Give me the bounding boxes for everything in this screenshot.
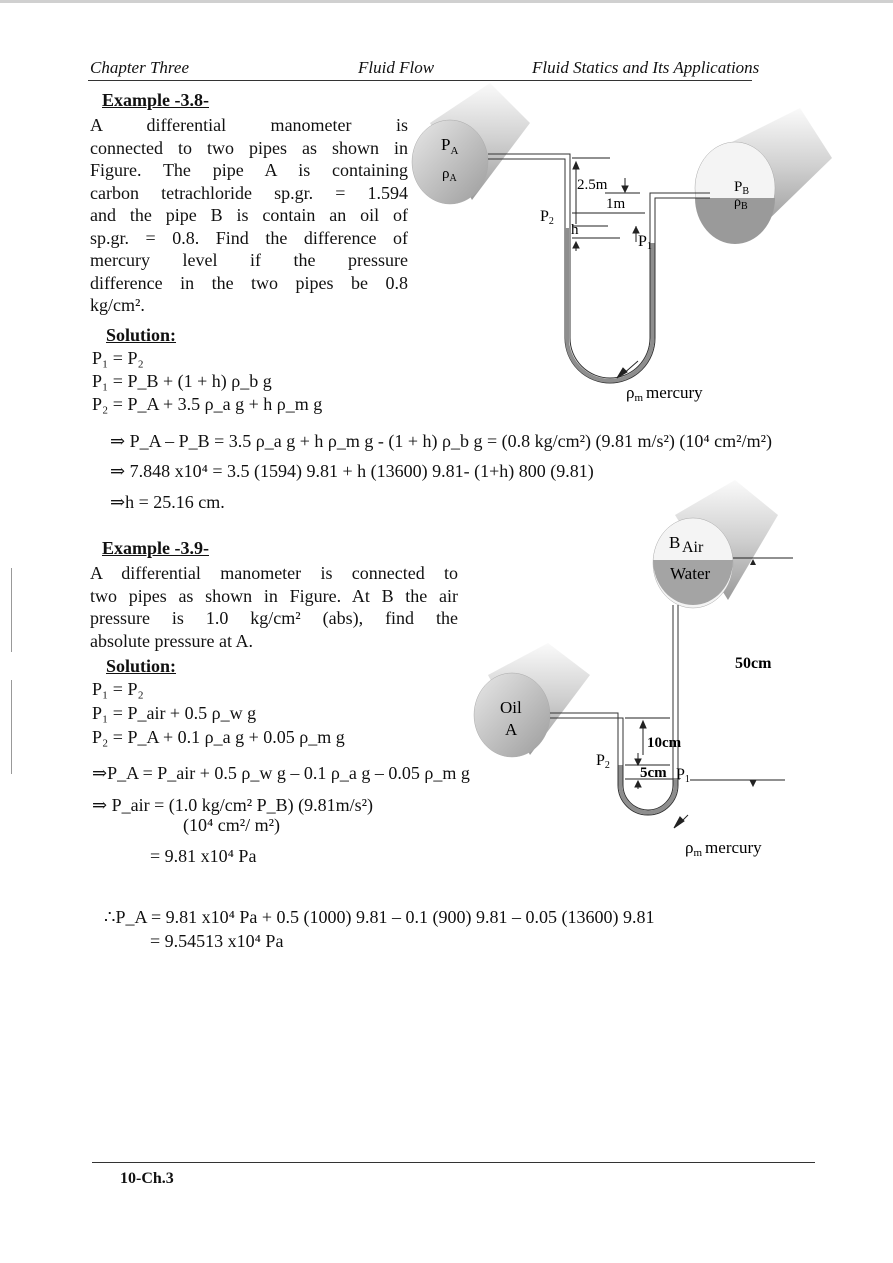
margin-mark xyxy=(11,680,12,774)
pipe-a-cylinder xyxy=(474,643,590,757)
header-topic: Fluid Statics and Its Applications xyxy=(532,58,760,77)
problem-line: absolute pressure at A. xyxy=(90,630,253,651)
solution-step: P₁ = P₂ xyxy=(92,679,144,699)
figure-3-8-manometer xyxy=(400,78,840,408)
dimension-5cm: 5cm xyxy=(640,765,667,781)
page-number: 10-Ch.3 xyxy=(120,1170,174,1187)
problem-line: difference in the two pipes be 0.8 xyxy=(90,272,408,293)
problem-line: A differential manometer is xyxy=(90,115,408,135)
pipe-b-pressure-label: $P_B$ xyxy=(734,179,750,197)
solution-step: (10⁴ cm²/ m²) xyxy=(183,815,281,835)
pipe-a-pressure-label: $P_A$ xyxy=(441,135,459,157)
water-label: Water xyxy=(670,564,711,583)
solution-step: P₁ = P_air + 0.5 ρ_w g xyxy=(92,703,257,723)
mercury-label: ρm mercury xyxy=(685,838,762,859)
problem-line: A differential manometer is connected to xyxy=(90,563,458,583)
problem-line: and the pipe B is contain an oil of xyxy=(90,205,408,225)
example-3-8-solution-label: Solution: xyxy=(106,325,177,345)
solution-step: P₁ = P_B + (1 + h) ρ_b g xyxy=(92,371,272,391)
mercury-label: ρm mercury xyxy=(626,383,703,404)
solution-step: = 9.81 x10⁴ Pa xyxy=(150,846,257,866)
point-a-label: A xyxy=(505,720,518,739)
problem-line: carbon tetrachloride sp.gr. = 1.594 xyxy=(90,182,408,203)
example-3-8-title: Example -3.8- xyxy=(102,90,209,110)
pipe-b-density-label: $\rho_B$ xyxy=(734,195,748,212)
solution-step: P₁ = P₂ xyxy=(92,348,144,368)
margin-mark xyxy=(11,568,12,652)
example-3-8-problem xyxy=(90,114,408,317)
oil-label: Oil xyxy=(500,698,522,717)
solution-step: P₂ = P_A + 0.1 ρ_a g + 0.05 ρ_m g xyxy=(92,727,345,747)
solution-step: ⇒ 7.848 x10⁴ = 3.5 (1594) 9.81 + h (13600) 9.81- (1+h) 800 (9.81) xyxy=(110,461,594,481)
example-3-9-solution-label: Solution: xyxy=(106,656,177,676)
problem-line: connected to two pipes as shown in xyxy=(90,137,408,158)
point-p2-label: P2 xyxy=(596,752,610,771)
dimension-1m: 1m xyxy=(606,196,626,212)
solution-step: ⇒P_A = P_air + 0.5 ρ_w g – 0.1 ρ_a g – 0.05 ρ_m g xyxy=(92,763,470,783)
air-label: Air xyxy=(682,539,704,556)
problem-line: pressure is 1.0 kg/cm² (abs), find the xyxy=(90,608,458,628)
point-p1-label: P1 xyxy=(676,766,690,785)
final-answer: ∴P_A = 9.81 x10⁴ Pa + 0.5 (1000) 9.81 – 0.1 (900) 9.81 – 0.05 (13600) 9.81 xyxy=(104,907,655,927)
final-answer: = 9.54513 x10⁴ Pa xyxy=(150,931,284,951)
problem-line: Figure. The pipe A is containing xyxy=(90,160,408,180)
solution-step: ⇒h = 25.16 cm. xyxy=(110,492,225,512)
pipe-a-density-label: $\rho_A$ xyxy=(442,166,457,184)
figure-3-9-manometer xyxy=(460,475,800,870)
header-section: Fluid Flow xyxy=(358,58,435,77)
header-chapter: Chapter Three xyxy=(90,58,190,77)
solution-step: P₂ = P_A + 3.5 ρ_a g + h ρ_m g xyxy=(92,394,323,414)
point-p1-label: P1 xyxy=(638,233,652,252)
example-3-9-problem xyxy=(90,562,458,652)
dimension-10cm: 10cm xyxy=(647,735,682,751)
problem-line: kg/cm². xyxy=(90,295,145,315)
dimension-2-5m: 2.5m xyxy=(577,177,608,193)
page-top-border xyxy=(0,0,893,3)
manometer-tube xyxy=(550,605,678,815)
problem-line: sp.gr. = 0.8. Find the difference of xyxy=(90,227,408,248)
example-3-9-title: Example -3.9- xyxy=(102,538,209,558)
solution-step: ⇒ P_air = (1.0 kg/cm² P_B) (9.81m/s²) xyxy=(92,795,374,815)
problem-line: mercury level if the pressure xyxy=(90,250,408,270)
point-p2-label: P2 xyxy=(540,208,554,227)
dimension-h: h xyxy=(571,222,579,238)
solution-step: ⇒ P_A – P_B = 3.5 ρ_a g + h ρ_m g - (1 + h) ρ_b g = (0.8 kg/cm²) (9.81 m/s²) (10⁴ cm²/m²) xyxy=(110,431,772,451)
pipe-a-cylinder xyxy=(412,83,530,204)
footer-rule xyxy=(92,1162,815,1163)
dimension-50cm: 50cm xyxy=(735,655,772,672)
point-b-label: B xyxy=(669,533,681,552)
pipe-b-cylinder xyxy=(695,108,832,244)
problem-line: two pipes as shown in Figure. At B the air xyxy=(90,585,458,606)
